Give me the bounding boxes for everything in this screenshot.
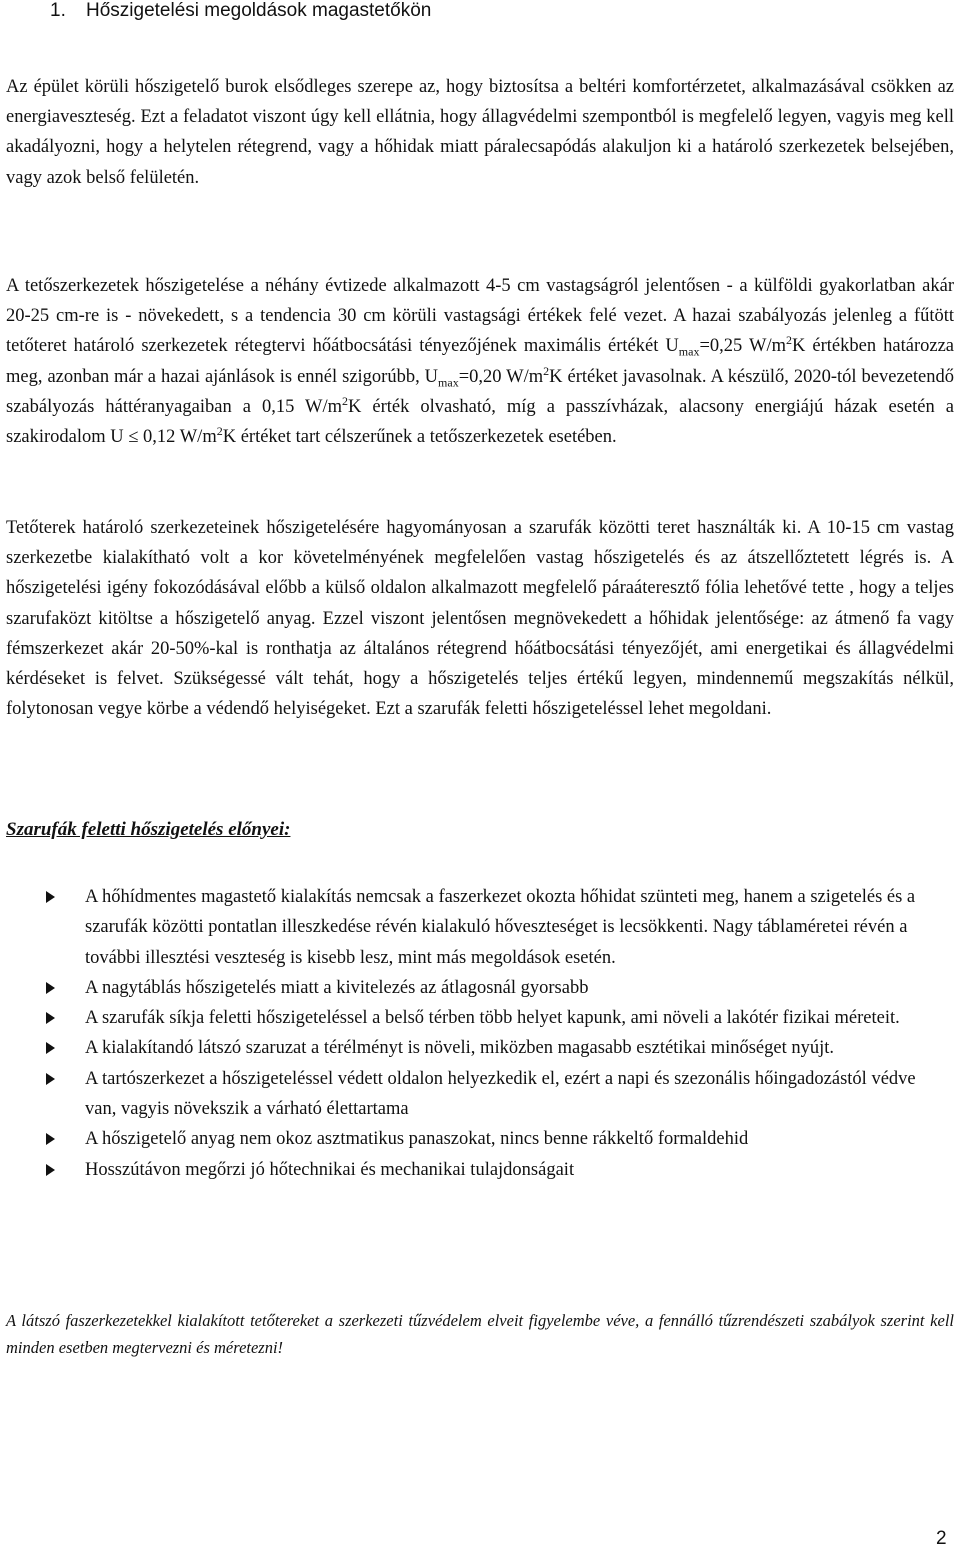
- list-item-text: Hosszútávon megőrzi jó hőtechnikai és mechanikai tulajdonságait: [85, 1159, 575, 1180]
- text-run: K értéket javasolnak. A készülő, 2020-tól bevezetendő szabályozás háttéranyagaiban a 0,15 W/m: [6, 366, 954, 417]
- subscript: max: [438, 375, 459, 390]
- section-number: 1.: [50, 0, 66, 21]
- triangle-bullet-icon: [46, 982, 55, 994]
- superscript: 2: [543, 363, 550, 378]
- paragraph-history: Tetőterek határoló szerkezeteinek hőszigetelésére hagyományosan a szarufák közötti teret használták ki. A 10-15 cm vastag szerkezetbe kialakítható volt a kor követelményének megfelelően vastag hőszigetelés és az átszellőztetett légrés is. A hőszigetelési igény fokozódásával előbb a külső oldalon alkalmazott megfelelő páraáteresztő fólia lehetővé tette , hogy a teljes szarufaközt kitöltse a hőszigetelő anyag. Ezzel viszont jelentősen megnövekedett a hőhidak jelentősége: az átmenő fa vagy fémszerkezet akár 20-50%-kal is ronthatja az általános rétegrend hőátbocsátási tényezőjét, ami energetikai és állagvédelmi kérdéseket is felvet. Szükségessé vált tehát, hogy a hőszigetelés teljes értékű legyen, mindennemű megszakítás nélkül, folytonosan vegye körbe a védendő helyiségeket. Ezt a szarufák feletti hőszigeteléssel lehet megoldani.: [6, 518, 954, 720]
- list-item-text: A szarufák síkja feletti hőszigeteléssel a belső térben több helyet kapunk, ami növeli a lakótér fizikai méreteit.: [85, 1008, 900, 1029]
- section-title: Hőszigetelési megoldások magastetőkön: [86, 0, 432, 21]
- triangle-bullet-icon: [46, 1164, 55, 1176]
- text-run: =0,25 W/m: [699, 336, 786, 357]
- triangle-bullet-icon: [46, 891, 55, 903]
- list-item-text: A nagytáblás hőszigetelés miatt a kivitelezés az átlagosnál gyorsabb: [85, 977, 589, 998]
- triangle-bullet-icon: [46, 1042, 55, 1054]
- text-run: K érték olvasható, míg a passzívházak, alacsony energiájú házak esetén a szakirodalom U ≤ 0,12 W/m: [6, 396, 954, 448]
- text-run: A tetőszerkezetek hőszigetelése a néhány évtizede alkalmazott 4-5 cm vastagságról jelentősen - a külföldi gyakorlatban akár 20-25 cm-re is - növekedett, s a tendencia 30 cm körüli vastagsági értékek felé vezet. A hazai szabályozás jelenleg a fűtött tetőteret határoló szerkezetek rétegtervi hőátbocsátási tényezőjének maximális értékét U: [6, 276, 954, 357]
- benefits-heading: Szarufák feletti hőszigetelés előnyei:: [6, 819, 291, 840]
- page-number: 2: [936, 1528, 947, 1549]
- list-item-text: A tartószerkezet a hőszigeteléssel védett oldalon helyezkedik el, ezért a napi és szezonális hőingadozástól védve van, vagyis növekszik a várható élettartama: [85, 1068, 916, 1120]
- list-item: [6, 1124, 954, 1154]
- subscript: max: [678, 345, 700, 360]
- triangle-bullet-icon: [46, 1133, 55, 1145]
- superscript: 2: [786, 333, 792, 348]
- benefits-list: [6, 882, 954, 1185]
- list-item: [6, 1155, 954, 1185]
- paragraph-thickness: [6, 271, 954, 452]
- section-heading: [50, 0, 432, 23]
- list-item: [6, 1033, 954, 1063]
- list-item-text: A kialakítandó látszó szaruzat a térélményt is növeli, miközben magasabb esztétikai minőséget nyújt.: [85, 1038, 835, 1059]
- superscript: 2: [216, 423, 223, 438]
- superscript: 2: [342, 393, 348, 408]
- fire-safety-note: A látszó faszerkezetekkel kialakított tetőtereket a szerkezeti tűzvédelem elveit figyelembe véve, a fennálló tűzrendészeti szabályok szerint kell minden esetben megtervezni és méretezni!: [6, 1311, 954, 1357]
- list-item: [6, 973, 954, 1003]
- list-item-text: A hőszigetelő anyag nem okoz asztmatikus panaszokat, nincs benne rákkeltő formaldehid: [85, 1129, 749, 1150]
- list-item: [6, 882, 954, 973]
- paragraph-intro: Az épület körüli hőszigetelő burok elsődleges szerepe az, hogy biztosítsa a beltéri komfortérzetet, alkalmazásával csökken az energiaveszteség. Ezt a feladatot viszont úgy kell ellátnia, hogy állagvédelmi szempontból is megfelelő legyen, vagyis meg kell akadályozni, hogy a helytelen rétegrend, vagy a hőhidak miatt páralecsapódás alakuljon ki a határoló szerkezetek belsejében, vagy azok belső felületén.: [6, 77, 954, 188]
- list-item-text: A hőhídmentes magastető kialakítás nemcsak a faszerkezet okozta hőhidat szünteti meg, hanem a szigetelés és a szarufák közötti pontatlan illeszkedése révén kialakuló hőveszteséget is lecsökkenti. Nagy táblaméretei révén a további illesztési veszteség is kisebb lesz, mint más megoldások esetén.: [85, 887, 916, 968]
- text-run: K értéket tart célszerűnek a tetőszerkezetek esetében.: [222, 427, 617, 448]
- text-run: K értékben határozza meg, azonban már a hazai ajánlások is ennél szigorúbb, U: [6, 336, 955, 387]
- list-item: [6, 1003, 954, 1033]
- text-run: =0,20 W/m: [458, 366, 544, 387]
- triangle-bullet-icon: [46, 1012, 55, 1024]
- list-item: [6, 1064, 954, 1125]
- triangle-bullet-icon: [46, 1073, 55, 1085]
